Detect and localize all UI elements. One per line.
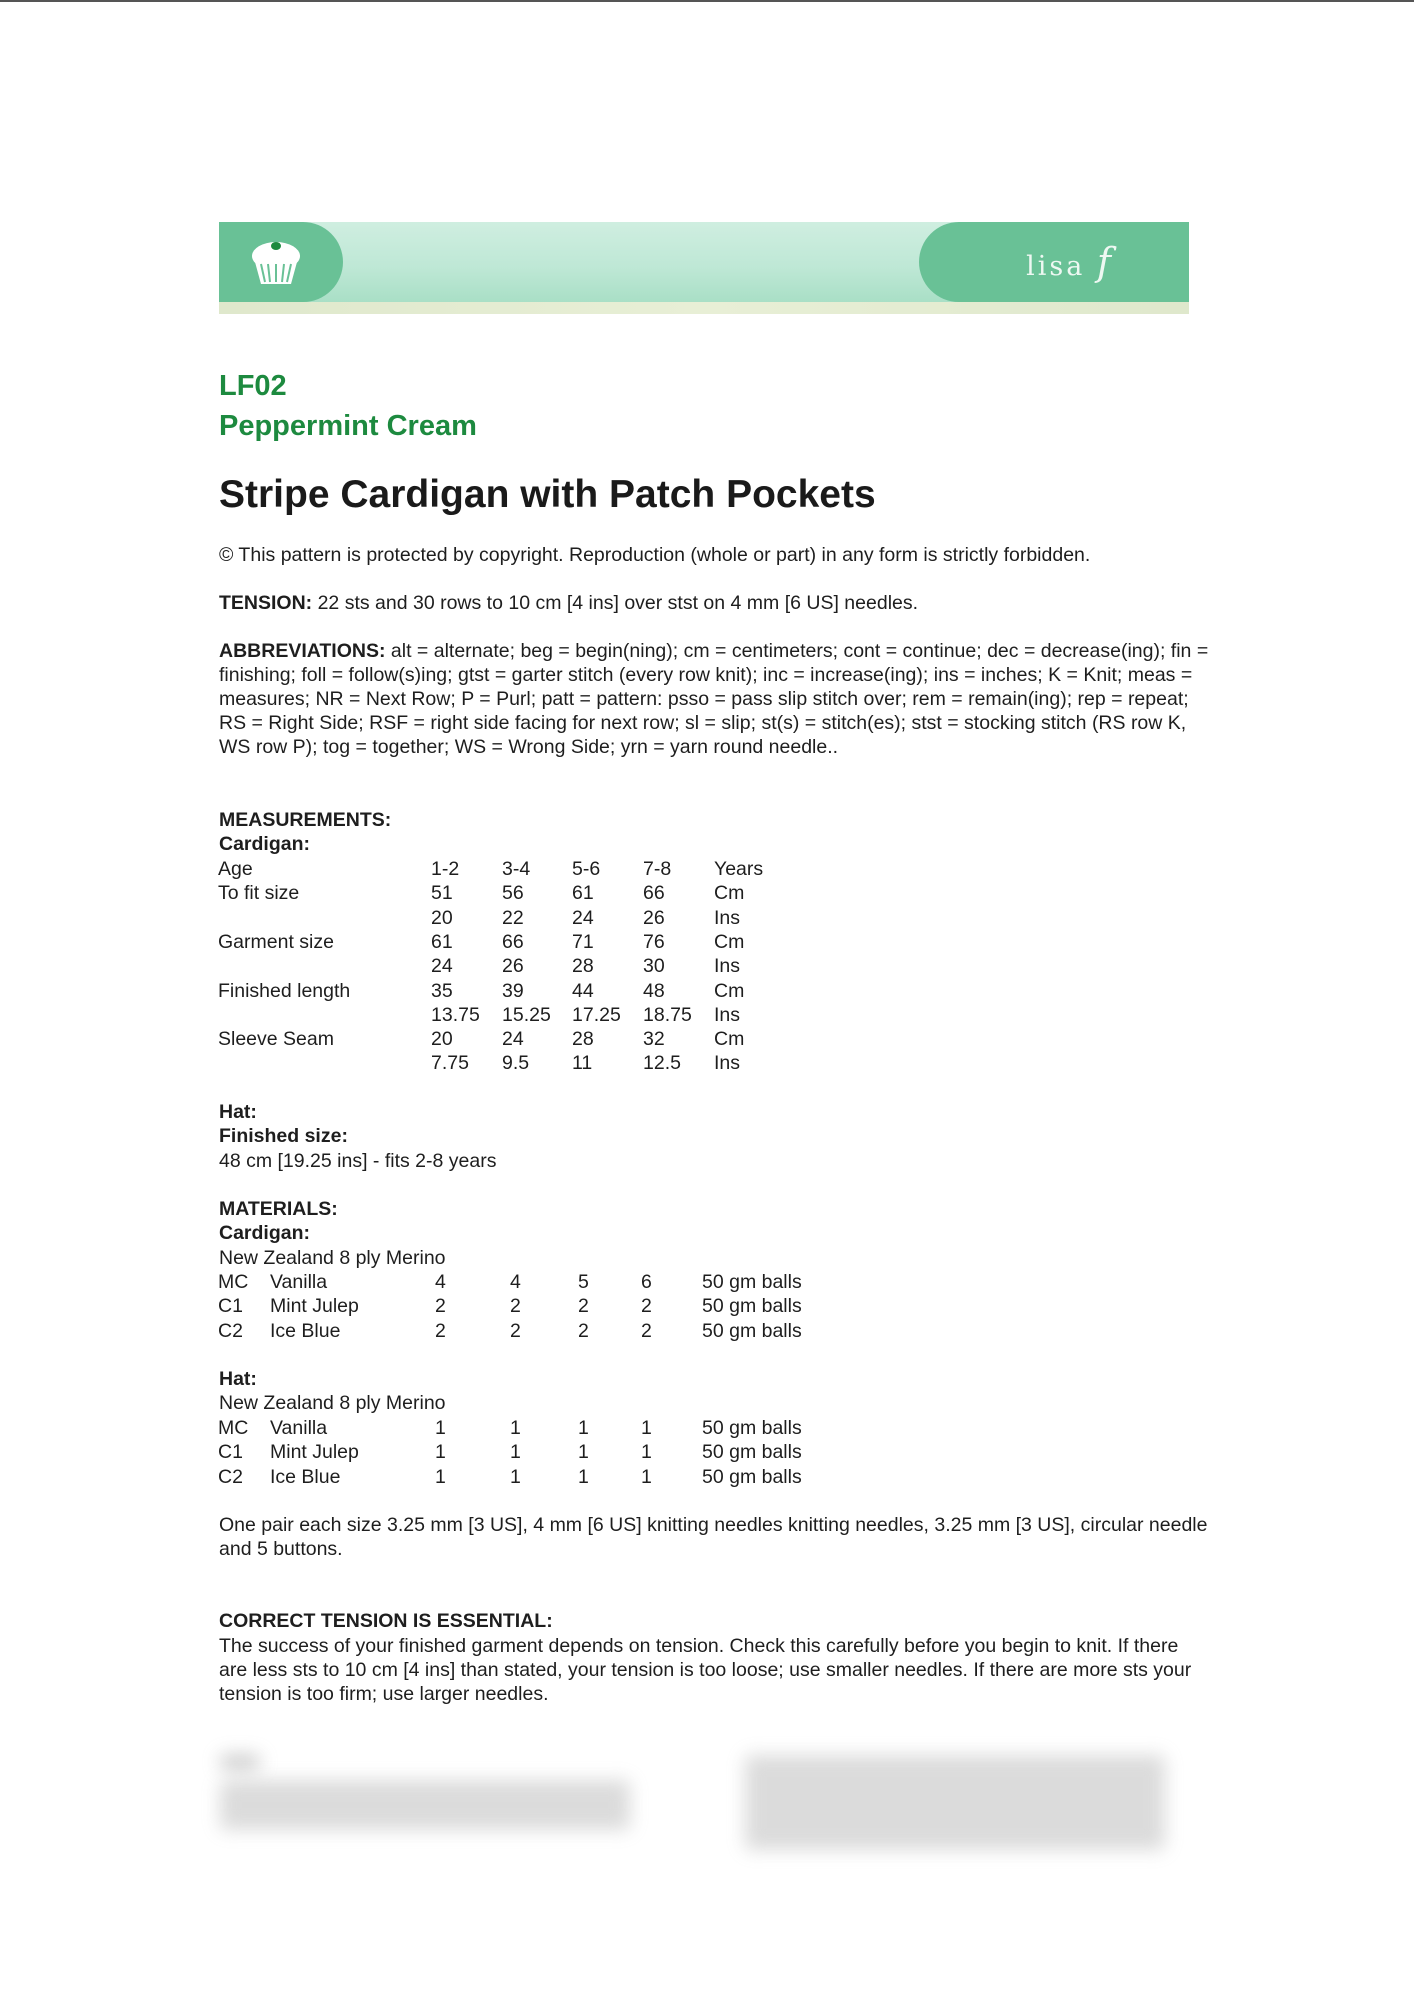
measurement-cell: 28 <box>572 955 594 977</box>
measurement-cell: 56 <box>502 882 524 904</box>
material-quantity: 1 <box>578 1441 589 1463</box>
material-quantity: 1 <box>510 1466 521 1488</box>
material-shade: Vanilla <box>270 1417 328 1439</box>
material-shade: Ice Blue <box>270 1320 341 1342</box>
brand-logo: lisa f <box>1026 240 1111 284</box>
materials-hat-heading: Hat: <box>219 1368 257 1390</box>
material-quantity: 1 <box>641 1441 652 1463</box>
measurement-cell: 12.5 <box>643 1052 681 1074</box>
measurement-label: Garment size <box>218 931 334 953</box>
measurement-cell: 66 <box>643 882 665 904</box>
material-code: C1 <box>218 1295 243 1317</box>
material-unit: 50 gm balls <box>702 1417 802 1439</box>
material-quantity: 2 <box>510 1320 521 1342</box>
measurement-cell: Ins <box>714 955 741 977</box>
material-shade: Ice Blue <box>270 1466 341 1488</box>
measurement-cell: 35 <box>431 980 453 1002</box>
material-quantity: 1 <box>578 1417 589 1439</box>
blurred-footer-right <box>745 1755 1165 1850</box>
material-code: MC <box>218 1271 249 1293</box>
material-quantity: 1 <box>435 1466 446 1488</box>
material-shade: Mint Julep <box>270 1441 359 1463</box>
measurement-cell: 26 <box>643 907 665 929</box>
page-title: Stripe Cardigan with Patch Pockets <box>219 473 876 516</box>
measurement-cell: 44 <box>572 980 594 1002</box>
cardigan-yarn: New Zealand 8 ply Merino <box>219 1247 446 1269</box>
measurement-label: Finished length <box>218 980 351 1002</box>
material-quantity: 1 <box>510 1417 521 1439</box>
measurement-cell: Ins <box>714 1052 741 1074</box>
banner-strip <box>219 302 1189 314</box>
measurement-cell: 1-2 <box>431 858 460 880</box>
material-shade: Mint Julep <box>270 1295 359 1317</box>
measurement-cell: Cm <box>714 931 745 953</box>
measurement-cell: 32 <box>643 1028 665 1050</box>
needles-paragraph: One pair each size 3.25 mm [3 US], 4 mm [6 US] knitting needles knitting needles, 3.25 mm [3 US], circular needle and 5 buttons. <box>219 1514 1208 1560</box>
material-unit: 50 gm balls <box>702 1271 802 1293</box>
measurement-cell: 61 <box>431 931 453 953</box>
measurement-cell: 28 <box>572 1028 594 1050</box>
measurement-cell: 17.25 <box>572 1004 621 1026</box>
material-unit: 50 gm balls <box>702 1295 802 1317</box>
correct-tension-text: The success of your finished garment depends on tension. Check this carefully before you begin to knit. If there are less sts to 10 cm [4 ins] than stated, your tension is too loose; use smaller needles. If there are more sts your tension is too firm; use larger needles. <box>219 1635 1192 1705</box>
hat-finished-size-heading: Finished size: <box>219 1125 348 1147</box>
abbreviations-text: alt = alternate; beg = begin(ning); cm = centimeters; cont = continue; dec = decrease(ing); fin = finishing; foll = follow(s)ing; gtst = garter stitch (every row knit); inc = increase(ing); ins = inches; K = Knit; meas = measures; NR = Next Row; P = Purl; patt = pattern: psso = pass slip stitch over; rem = remain(ing); rep = repeat; RS = Right Side; RSF = right side facing for next row; sl = slip; st(s) = stitch(es); stst = stocking stitch (RS row K, WS row P); tog = together; WS = Wrong Side; yrn = yarn round needle.. <box>219 640 1209 758</box>
material-quantity: 5 <box>578 1271 589 1293</box>
measurement-cell: 15.25 <box>502 1004 551 1026</box>
measurement-cell: Cm <box>714 1028 745 1050</box>
material-quantity: 4 <box>435 1271 446 1293</box>
correct-tension-heading: CORRECT TENSION IS ESSENTIAL: <box>219 1610 553 1632</box>
measurement-cell: 24 <box>431 955 453 977</box>
abbreviations-label: ABBREVIATIONS: <box>219 640 386 662</box>
material-quantity: 2 <box>641 1320 652 1342</box>
measurement-cell: Cm <box>714 882 745 904</box>
material-quantity: 2 <box>435 1295 446 1317</box>
abbreviations-paragraph <box>219 639 1209 759</box>
measurement-cell: 20 <box>431 907 453 929</box>
material-quantity: 1 <box>641 1417 652 1439</box>
measurement-cell: 20 <box>431 1028 453 1050</box>
measurement-cell: 22 <box>502 907 524 929</box>
measurement-cell: Cm <box>714 980 745 1002</box>
measurement-cell: 51 <box>431 882 453 904</box>
banner-left-tab <box>219 222 343 302</box>
measurement-label: To fit size <box>218 882 300 904</box>
measurement-cell: 18.75 <box>643 1004 692 1026</box>
colour-name: Peppermint Cream <box>219 410 477 442</box>
measurement-cell: 24 <box>572 907 594 929</box>
copyright-notice: © This pattern is protected by copyright. Reproduction (whole or part) in any form is strictly forbidden. <box>219 544 1091 566</box>
material-quantity: 1 <box>510 1441 521 1463</box>
measurement-cell: 3-4 <box>502 858 531 880</box>
material-quantity: 1 <box>435 1441 446 1463</box>
hat-heading: Hat: <box>219 1101 257 1123</box>
hat-finished-size: 48 cm [19.25 ins] - fits 2-8 years <box>219 1150 497 1172</box>
tension-label: TENSION: <box>219 592 313 614</box>
material-quantity: 1 <box>641 1466 652 1488</box>
material-unit: 50 gm balls <box>702 1320 802 1342</box>
page-top-rule <box>0 0 1414 2</box>
measurement-cell: 24 <box>502 1028 524 1050</box>
material-quantity: 6 <box>641 1271 652 1293</box>
material-quantity: 2 <box>510 1295 521 1317</box>
material-unit: 50 gm balls <box>702 1441 802 1463</box>
measurement-cell: 11 <box>572 1052 593 1074</box>
measurement-cell: Ins <box>714 1004 741 1026</box>
measurement-cell: 76 <box>643 931 665 953</box>
measurement-cell: 7.75 <box>431 1052 469 1074</box>
measurement-cell: Ins <box>714 907 741 929</box>
material-code: MC <box>218 1417 249 1439</box>
materials-heading: MATERIALS: <box>219 1198 338 1220</box>
hat-yarn: New Zealand 8 ply Merino <box>219 1392 446 1414</box>
measurement-cell: 9.5 <box>502 1052 530 1074</box>
measurement-label: Sleeve Seam <box>218 1028 334 1050</box>
material-quantity: 4 <box>510 1271 521 1293</box>
measurement-cell: 66 <box>502 931 524 953</box>
measurement-cell: 48 <box>643 980 665 1002</box>
measurement-cell: 5-6 <box>572 858 601 880</box>
measurement-cell: 13.75 <box>431 1004 480 1026</box>
material-quantity: 2 <box>435 1320 446 1342</box>
measurement-label: Age <box>218 858 253 880</box>
blurred-footer-left-body <box>220 1780 630 1830</box>
measurement-cell: 7-8 <box>643 858 672 880</box>
cupcake-icon <box>245 232 307 292</box>
material-quantity: 1 <box>578 1466 589 1488</box>
measurements-cardigan-heading: Cardigan: <box>219 833 311 855</box>
measurement-cell: 61 <box>572 882 594 904</box>
measurement-cell: Years <box>714 858 764 880</box>
measurement-cell: 26 <box>502 955 524 977</box>
material-quantity: 1 <box>435 1417 446 1439</box>
materials-cardigan-heading: Cardigan: <box>219 1222 311 1244</box>
material-code: C1 <box>218 1441 243 1463</box>
measurements-heading: MEASUREMENTS: <box>219 809 392 831</box>
material-code: C2 <box>218 1466 243 1488</box>
material-code: C2 <box>218 1320 243 1342</box>
measurement-cell: 30 <box>643 955 665 977</box>
pattern-code: LF02 <box>219 370 287 402</box>
material-unit: 50 gm balls <box>702 1466 802 1488</box>
blurred-footer-left <box>220 1755 260 1769</box>
measurement-cell: 71 <box>572 931 594 953</box>
banner-right-tab <box>919 222 1189 302</box>
tension-text: 22 sts and 30 rows to 10 cm [4 ins] over stst on 4 mm [6 US] needles. <box>312 592 919 614</box>
measurement-cell: 39 <box>502 980 524 1002</box>
material-quantity: 2 <box>641 1295 652 1317</box>
material-quantity: 2 <box>578 1320 589 1342</box>
header-banner <box>219 222 1189 318</box>
material-quantity: 2 <box>578 1295 589 1317</box>
material-shade: Vanilla <box>270 1271 328 1293</box>
tension-paragraph <box>219 591 1219 615</box>
